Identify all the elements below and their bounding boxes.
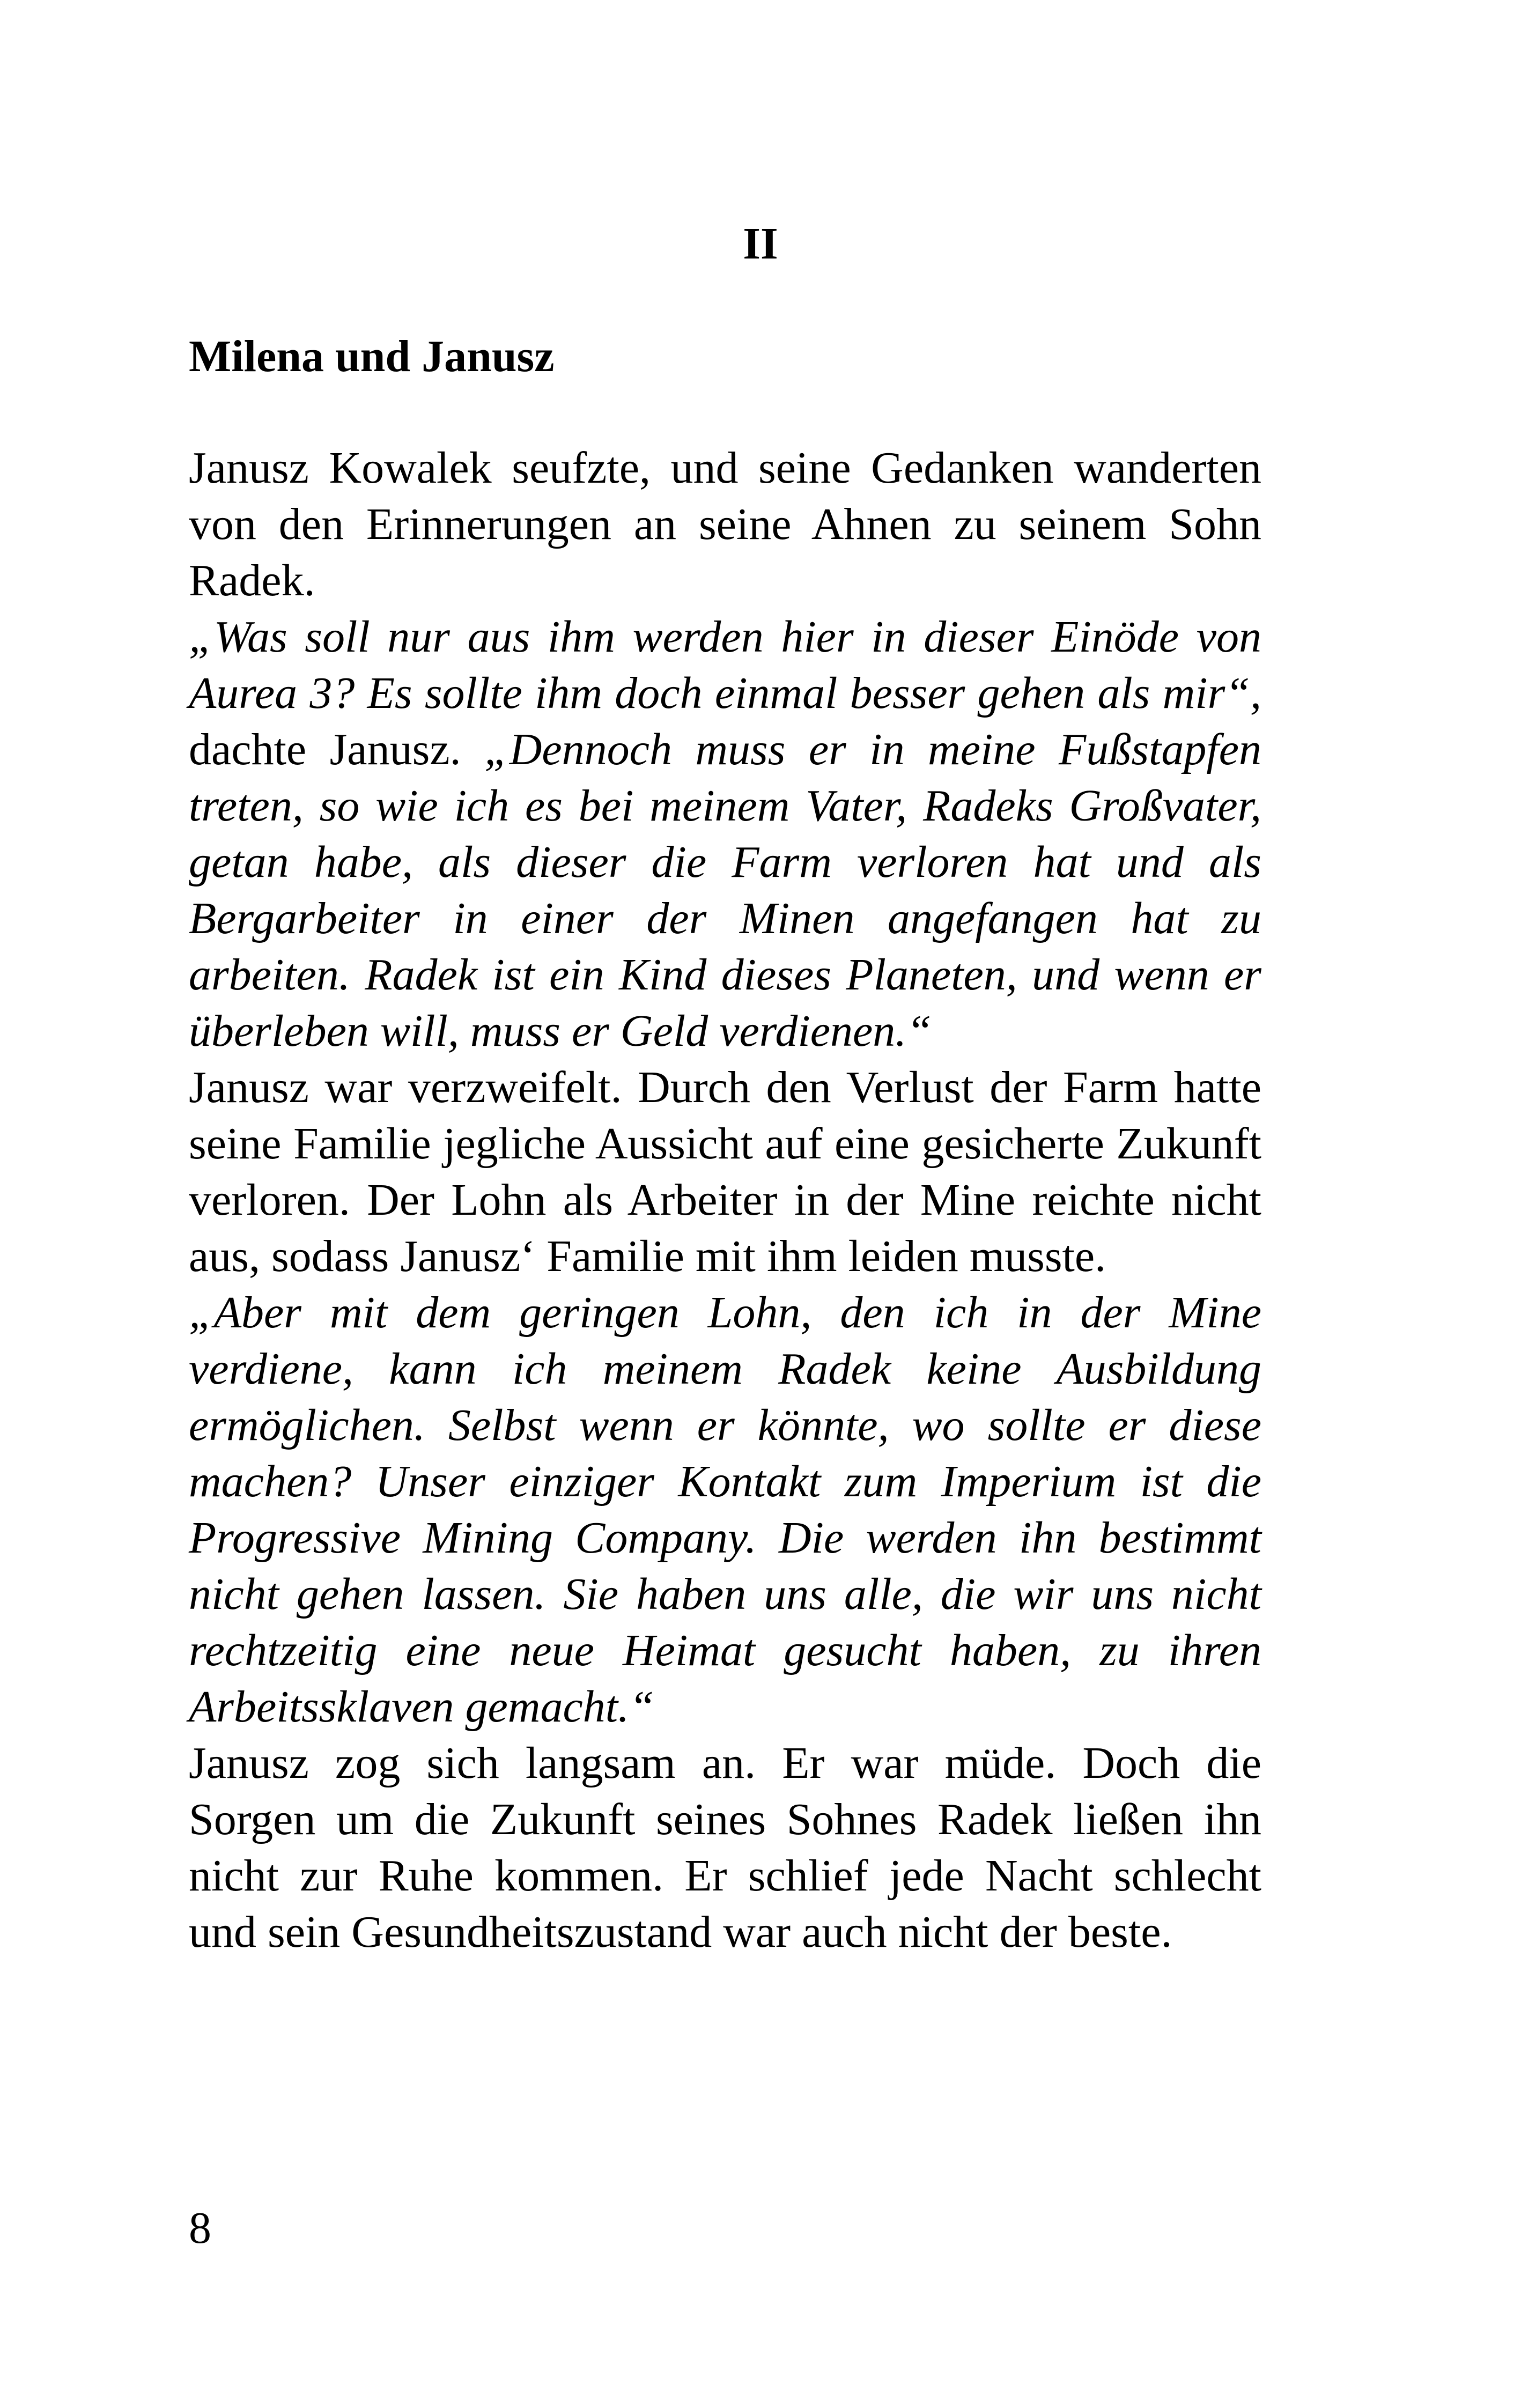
paragraph-4: „Aber mit dem geringen Lohn, den ich in der Mine verdiene, kann ich meinem Radek keine Ausbildung ermöglichen. Selbst wenn er könnte, wo sollte er diese machen? Unser einziger Kontakt zum Imperium ist die Progressive Mining Company. Die werden ihn bestimmt nicht gehen lassen. Sie haben uns alle, die wir uns nicht rechtzeitig eine neue Heimat gesucht haben, zu ihren Arbeitssklaven gemacht.“ <box>189 1288 1261 1732</box>
paragraph-2-quote-2: „Dennoch muss er in meine Fußstapfen treten, so wie ich es bei meinem Vater, Radeks Großvater, getan habe, als dieser die Farm verloren hat und als Bergarbeiter in einer der Minen angefangen hat zu arbeiten. Radek ist ein Kind dieses Planeten, und wenn er überleben will, muss er Geld verdienen.“ <box>189 725 1261 1056</box>
paragraph-3: Janusz war verzweifelt. Durch den Verlust der Farm hatte seine Familie jegliche Aussicht auf eine gesicherte Zukunft verloren. Der Lohn als Arbeiter in der Mine reichte nicht aus, sodass Janusz‘ Familie mit ihm leiden musste. <box>189 1062 1261 1281</box>
paragraph-1: Janusz Kowalek seufzte, und seine Gedanken wanderten von den Erinnerungen an seine Ahnen zu seinem Sohn Radek. <box>189 443 1261 605</box>
paragraph-2 <box>189 609 1261 1059</box>
paragraph-2-quote-1: „Was soll nur aus ihm werden hier in dieser Einöde von Aurea 3? Es sollte ihm doch einmal besser gehen als mir“, <box>189 612 1261 718</box>
paragraph-2-narration: dachte Janusz. <box>189 725 484 774</box>
chapter-title: Milena und Janusz <box>189 331 555 381</box>
body-text <box>189 440 1261 1960</box>
chapter-number: II <box>743 219 778 269</box>
page-number: 8 <box>189 2203 211 2253</box>
paragraph-5: Janusz zog sich langsam an. Er war müde. Doch die Sorgen um die Zukunft seines Sohnes Radek ließen ihn nicht zur Ruhe kommen. Er schlief jede Nacht schlecht und sein Gesundheitszustand war auch nicht der beste. <box>189 1738 1261 1957</box>
